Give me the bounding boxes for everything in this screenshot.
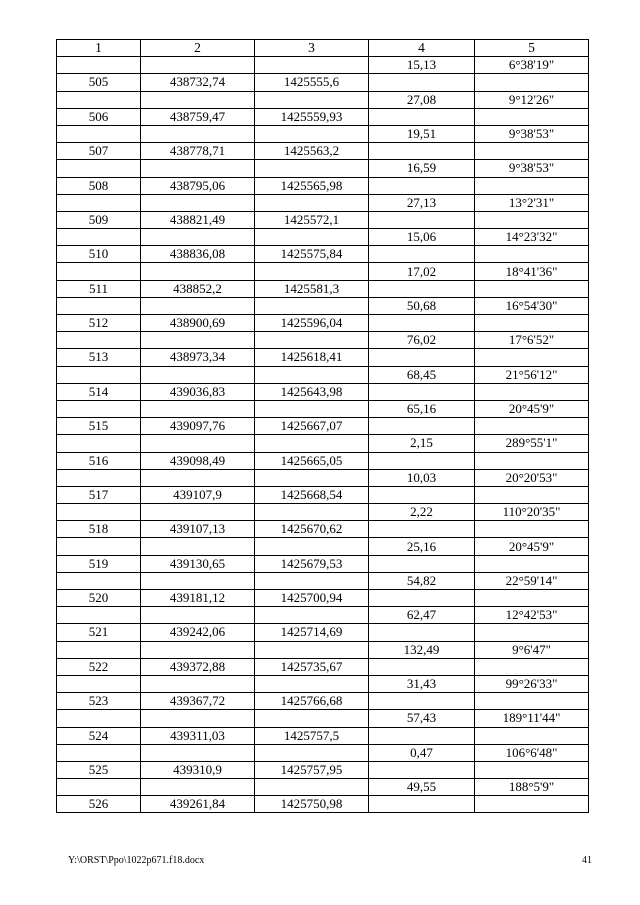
y-coordinate-cell: 1425735,67 xyxy=(255,658,369,675)
point-number-cell xyxy=(57,160,141,177)
point-number-cell xyxy=(57,435,141,452)
distance-cell: 0,47 xyxy=(369,744,475,761)
x-coordinate-cell xyxy=(141,400,255,417)
table-row xyxy=(57,607,589,624)
x-coordinate-cell: 438778,71 xyxy=(141,143,255,160)
distance-cell xyxy=(369,143,475,160)
angle-cell: 20°45'9" xyxy=(475,538,589,555)
angle-cell: 12°42'53" xyxy=(475,607,589,624)
distance-cell xyxy=(369,177,475,194)
point-number-cell xyxy=(57,194,141,211)
y-coordinate-cell xyxy=(255,366,369,383)
angle-cell xyxy=(475,246,589,263)
y-coordinate-cell: 1425643,98 xyxy=(255,383,369,400)
header-cell-2: 2 xyxy=(141,40,255,57)
distance-cell xyxy=(369,796,475,813)
angle-cell: 17°6'52" xyxy=(475,332,589,349)
y-coordinate-cell xyxy=(255,400,369,417)
x-coordinate-cell: 438821,49 xyxy=(141,211,255,228)
table-row xyxy=(57,452,589,469)
table-row xyxy=(57,246,589,263)
table-row xyxy=(57,125,589,142)
distance-cell: 57,43 xyxy=(369,710,475,727)
angle-cell: 189°11'44" xyxy=(475,710,589,727)
x-coordinate-cell xyxy=(141,710,255,727)
distance-cell: 50,68 xyxy=(369,297,475,314)
angle-cell: 20°20'53" xyxy=(475,469,589,486)
distance-cell xyxy=(369,383,475,400)
distance-cell xyxy=(369,486,475,503)
y-coordinate-cell xyxy=(255,57,369,74)
angle-cell xyxy=(475,108,589,125)
point-number-cell: 522 xyxy=(57,658,141,675)
angle-cell xyxy=(475,658,589,675)
y-coordinate-cell: 1425714,69 xyxy=(255,624,369,641)
angle-cell: 188°5'9" xyxy=(475,779,589,796)
point-number-cell xyxy=(57,263,141,280)
point-number-cell xyxy=(57,538,141,555)
x-coordinate-cell: 438973,34 xyxy=(141,349,255,366)
table-row xyxy=(57,744,589,761)
table-row xyxy=(57,349,589,366)
y-coordinate-cell: 1425575,84 xyxy=(255,246,369,263)
distance-cell xyxy=(369,452,475,469)
x-coordinate-cell: 439242,06 xyxy=(141,624,255,641)
distance-cell: 15,06 xyxy=(369,229,475,246)
distance-cell: 76,02 xyxy=(369,332,475,349)
point-number-cell: 505 xyxy=(57,74,141,91)
table-row xyxy=(57,590,589,607)
point-number-cell xyxy=(57,744,141,761)
table-row xyxy=(57,160,589,177)
distance-cell: 2,15 xyxy=(369,435,475,452)
angle-cell xyxy=(475,418,589,435)
distance-cell xyxy=(369,280,475,297)
table-row xyxy=(57,366,589,383)
distance-cell xyxy=(369,727,475,744)
y-coordinate-cell: 1425596,04 xyxy=(255,315,369,332)
angle-cell: 16°54'30" xyxy=(475,297,589,314)
table-row xyxy=(57,74,589,91)
x-coordinate-cell: 439098,49 xyxy=(141,452,255,469)
table-row xyxy=(57,538,589,555)
angle-cell: 14°23'32" xyxy=(475,229,589,246)
y-coordinate-cell: 1425565,98 xyxy=(255,177,369,194)
table-row xyxy=(57,297,589,314)
table-row xyxy=(57,504,589,521)
point-number-cell xyxy=(57,607,141,624)
x-coordinate-cell xyxy=(141,435,255,452)
point-number-cell: 508 xyxy=(57,177,141,194)
distance-cell: 27,08 xyxy=(369,91,475,108)
table-row xyxy=(57,486,589,503)
angle-cell xyxy=(475,452,589,469)
y-coordinate-cell: 1425572,1 xyxy=(255,211,369,228)
y-coordinate-cell xyxy=(255,641,369,658)
table-row xyxy=(57,229,589,246)
table-row xyxy=(57,57,589,74)
y-coordinate-cell: 1425667,07 xyxy=(255,418,369,435)
header-cell-3: 3 xyxy=(255,40,369,57)
x-coordinate-cell: 439372,88 xyxy=(141,658,255,675)
angle-cell: 99°26'33" xyxy=(475,675,589,692)
x-coordinate-cell xyxy=(141,229,255,246)
point-number-cell xyxy=(57,710,141,727)
x-coordinate-cell xyxy=(141,641,255,658)
distance-cell: 19,51 xyxy=(369,125,475,142)
distance-cell: 31,43 xyxy=(369,675,475,692)
distance-cell: 132,49 xyxy=(369,641,475,658)
angle-cell: 289°55'1" xyxy=(475,435,589,452)
angle-cell: 106°6'48" xyxy=(475,744,589,761)
x-coordinate-cell: 438836,08 xyxy=(141,246,255,263)
distance-cell: 15,13 xyxy=(369,57,475,74)
table-row xyxy=(57,624,589,641)
point-number-cell: 517 xyxy=(57,486,141,503)
x-coordinate-cell xyxy=(141,779,255,796)
angle-cell xyxy=(475,693,589,710)
angle-cell: 9°38'53" xyxy=(475,125,589,142)
y-coordinate-cell xyxy=(255,607,369,624)
distance-cell xyxy=(369,555,475,572)
y-coordinate-cell xyxy=(255,332,369,349)
table-row xyxy=(57,710,589,727)
distance-cell: 16,59 xyxy=(369,160,475,177)
table-row xyxy=(57,108,589,125)
angle-cell xyxy=(475,74,589,91)
y-coordinate-cell: 1425563,2 xyxy=(255,143,369,160)
distance-cell: 49,55 xyxy=(369,779,475,796)
table-row xyxy=(57,315,589,332)
table-row xyxy=(57,521,589,538)
point-number-cell xyxy=(57,400,141,417)
table-row xyxy=(57,332,589,349)
table-row xyxy=(57,675,589,692)
y-coordinate-cell xyxy=(255,160,369,177)
point-number-cell xyxy=(57,675,141,692)
angle-cell xyxy=(475,211,589,228)
footer-file-path: Y:\ORST\Ppo\1022p671.f18.docx xyxy=(68,855,205,866)
table-row xyxy=(57,435,589,452)
distance-cell xyxy=(369,693,475,710)
x-coordinate-cell: 439311,03 xyxy=(141,727,255,744)
x-coordinate-cell xyxy=(141,744,255,761)
y-coordinate-cell xyxy=(255,779,369,796)
table-row xyxy=(57,469,589,486)
angle-cell xyxy=(475,590,589,607)
point-number-cell: 524 xyxy=(57,727,141,744)
angle-cell xyxy=(475,727,589,744)
angle-cell xyxy=(475,521,589,538)
x-coordinate-cell xyxy=(141,469,255,486)
distance-cell xyxy=(369,624,475,641)
point-number-cell: 516 xyxy=(57,452,141,469)
y-coordinate-cell xyxy=(255,469,369,486)
point-number-cell xyxy=(57,641,141,658)
angle-cell: 21°56'12" xyxy=(475,366,589,383)
angle-cell: 20°45'9" xyxy=(475,400,589,417)
distance-cell: 10,03 xyxy=(369,469,475,486)
point-number-cell: 520 xyxy=(57,590,141,607)
y-coordinate-cell xyxy=(255,710,369,727)
y-coordinate-cell: 1425757,5 xyxy=(255,727,369,744)
point-number-cell: 514 xyxy=(57,383,141,400)
table-row xyxy=(57,727,589,744)
x-coordinate-cell: 438732,74 xyxy=(141,74,255,91)
x-coordinate-cell xyxy=(141,504,255,521)
angle-cell: 110°20'35" xyxy=(475,504,589,521)
y-coordinate-cell xyxy=(255,91,369,108)
x-coordinate-cell xyxy=(141,538,255,555)
header-cell-4: 4 xyxy=(369,40,475,57)
distance-cell: 25,16 xyxy=(369,538,475,555)
x-coordinate-cell xyxy=(141,366,255,383)
distance-cell: 2,22 xyxy=(369,504,475,521)
x-coordinate-cell: 439097,76 xyxy=(141,418,255,435)
angle-cell: 18°41'36" xyxy=(475,263,589,280)
distance-cell: 54,82 xyxy=(369,572,475,589)
angle-cell xyxy=(475,796,589,813)
distance-cell xyxy=(369,108,475,125)
table-row xyxy=(57,641,589,658)
point-number-cell xyxy=(57,91,141,108)
point-number-cell: 510 xyxy=(57,246,141,263)
x-coordinate-cell: 439036,83 xyxy=(141,383,255,400)
point-number-cell: 525 xyxy=(57,761,141,778)
x-coordinate-cell xyxy=(141,91,255,108)
table-row xyxy=(57,400,589,417)
point-number-cell xyxy=(57,779,141,796)
distance-cell xyxy=(369,658,475,675)
distance-cell: 27,13 xyxy=(369,194,475,211)
y-coordinate-cell: 1425581,3 xyxy=(255,280,369,297)
y-coordinate-cell xyxy=(255,125,369,142)
point-number-cell xyxy=(57,366,141,383)
y-coordinate-cell: 1425750,98 xyxy=(255,796,369,813)
angle-cell: 6°38'19" xyxy=(475,57,589,74)
distance-cell: 68,45 xyxy=(369,366,475,383)
angle-cell xyxy=(475,315,589,332)
table-row xyxy=(57,211,589,228)
y-coordinate-cell xyxy=(255,744,369,761)
x-coordinate-cell: 438852,2 xyxy=(141,280,255,297)
y-coordinate-cell: 1425668,54 xyxy=(255,486,369,503)
distance-cell xyxy=(369,315,475,332)
x-coordinate-cell: 439130,65 xyxy=(141,555,255,572)
x-coordinate-cell xyxy=(141,572,255,589)
point-number-cell xyxy=(57,572,141,589)
point-number-cell: 512 xyxy=(57,315,141,332)
distance-cell xyxy=(369,74,475,91)
point-number-cell xyxy=(57,297,141,314)
y-coordinate-cell: 1425665,05 xyxy=(255,452,369,469)
distance-cell xyxy=(369,521,475,538)
x-coordinate-cell: 438759,47 xyxy=(141,108,255,125)
angle-cell xyxy=(475,383,589,400)
distance-cell xyxy=(369,590,475,607)
table-row xyxy=(57,263,589,280)
y-coordinate-cell: 1425555,6 xyxy=(255,74,369,91)
x-coordinate-cell xyxy=(141,125,255,142)
distance-cell xyxy=(369,246,475,263)
table-row xyxy=(57,91,589,108)
x-coordinate-cell xyxy=(141,332,255,349)
distance-cell: 17,02 xyxy=(369,263,475,280)
angle-cell: 22°59'14" xyxy=(475,572,589,589)
footer-page-number: 41 xyxy=(582,855,592,866)
table-row xyxy=(57,555,589,572)
x-coordinate-cell: 438900,69 xyxy=(141,315,255,332)
distance-cell xyxy=(369,418,475,435)
point-number-cell: 519 xyxy=(57,555,141,572)
table-row xyxy=(57,383,589,400)
coordinates-table-body xyxy=(57,40,589,813)
y-coordinate-cell: 1425700,94 xyxy=(255,590,369,607)
x-coordinate-cell xyxy=(141,160,255,177)
x-coordinate-cell: 439107,13 xyxy=(141,521,255,538)
table-row xyxy=(57,143,589,160)
angle-cell: 9°38'53" xyxy=(475,160,589,177)
y-coordinate-cell xyxy=(255,435,369,452)
angle-cell: 9°6'47" xyxy=(475,641,589,658)
table-row xyxy=(57,177,589,194)
distance-cell xyxy=(369,349,475,366)
y-coordinate-cell: 1425618,41 xyxy=(255,349,369,366)
y-coordinate-cell xyxy=(255,504,369,521)
y-coordinate-cell xyxy=(255,263,369,280)
x-coordinate-cell: 439261,84 xyxy=(141,796,255,813)
point-number-cell xyxy=(57,469,141,486)
y-coordinate-cell xyxy=(255,675,369,692)
point-number-cell: 515 xyxy=(57,418,141,435)
y-coordinate-cell xyxy=(255,229,369,246)
coordinates-table xyxy=(56,39,589,813)
table-row xyxy=(57,693,589,710)
table-header-row xyxy=(57,40,589,57)
angle-cell xyxy=(475,555,589,572)
point-number-cell: 507 xyxy=(57,143,141,160)
distance-cell xyxy=(369,211,475,228)
x-coordinate-cell: 439181,12 xyxy=(141,590,255,607)
y-coordinate-cell xyxy=(255,194,369,211)
angle-cell xyxy=(475,761,589,778)
distance-cell: 65,16 xyxy=(369,400,475,417)
y-coordinate-cell: 1425559,93 xyxy=(255,108,369,125)
distance-cell: 62,47 xyxy=(369,607,475,624)
angle-cell: 9°12'26" xyxy=(475,91,589,108)
point-number-cell xyxy=(57,125,141,142)
y-coordinate-cell xyxy=(255,297,369,314)
header-cell-5: 5 xyxy=(475,40,589,57)
table-row xyxy=(57,280,589,297)
x-coordinate-cell: 439310,9 xyxy=(141,761,255,778)
y-coordinate-cell: 1425679,53 xyxy=(255,555,369,572)
y-coordinate-cell xyxy=(255,538,369,555)
point-number-cell: 509 xyxy=(57,211,141,228)
point-number-cell: 526 xyxy=(57,796,141,813)
y-coordinate-cell: 1425766,68 xyxy=(255,693,369,710)
angle-cell xyxy=(475,486,589,503)
angle-cell: 13°2'31" xyxy=(475,194,589,211)
table-row xyxy=(57,194,589,211)
distance-cell xyxy=(369,761,475,778)
y-coordinate-cell: 1425670,62 xyxy=(255,521,369,538)
header-cell-1: 1 xyxy=(57,40,141,57)
table-row xyxy=(57,572,589,589)
x-coordinate-cell: 438795,06 xyxy=(141,177,255,194)
point-number-cell xyxy=(57,332,141,349)
x-coordinate-cell xyxy=(141,297,255,314)
x-coordinate-cell xyxy=(141,607,255,624)
table-row xyxy=(57,658,589,675)
angle-cell xyxy=(475,624,589,641)
point-number-cell xyxy=(57,504,141,521)
point-number-cell: 523 xyxy=(57,693,141,710)
table-row xyxy=(57,779,589,796)
x-coordinate-cell xyxy=(141,675,255,692)
point-number-cell: 513 xyxy=(57,349,141,366)
point-number-cell: 511 xyxy=(57,280,141,297)
point-number-cell xyxy=(57,57,141,74)
y-coordinate-cell xyxy=(255,572,369,589)
x-coordinate-cell: 439367,72 xyxy=(141,693,255,710)
table-row xyxy=(57,796,589,813)
point-number-cell: 518 xyxy=(57,521,141,538)
x-coordinate-cell xyxy=(141,263,255,280)
point-number-cell xyxy=(57,229,141,246)
point-number-cell: 506 xyxy=(57,108,141,125)
table-row xyxy=(57,761,589,778)
angle-cell xyxy=(475,143,589,160)
x-coordinate-cell xyxy=(141,194,255,211)
x-coordinate-cell: 439107,9 xyxy=(141,486,255,503)
x-coordinate-cell xyxy=(141,57,255,74)
angle-cell xyxy=(475,280,589,297)
angle-cell xyxy=(475,349,589,366)
point-number-cell: 521 xyxy=(57,624,141,641)
angle-cell xyxy=(475,177,589,194)
table-row xyxy=(57,418,589,435)
y-coordinate-cell: 1425757,95 xyxy=(255,761,369,778)
